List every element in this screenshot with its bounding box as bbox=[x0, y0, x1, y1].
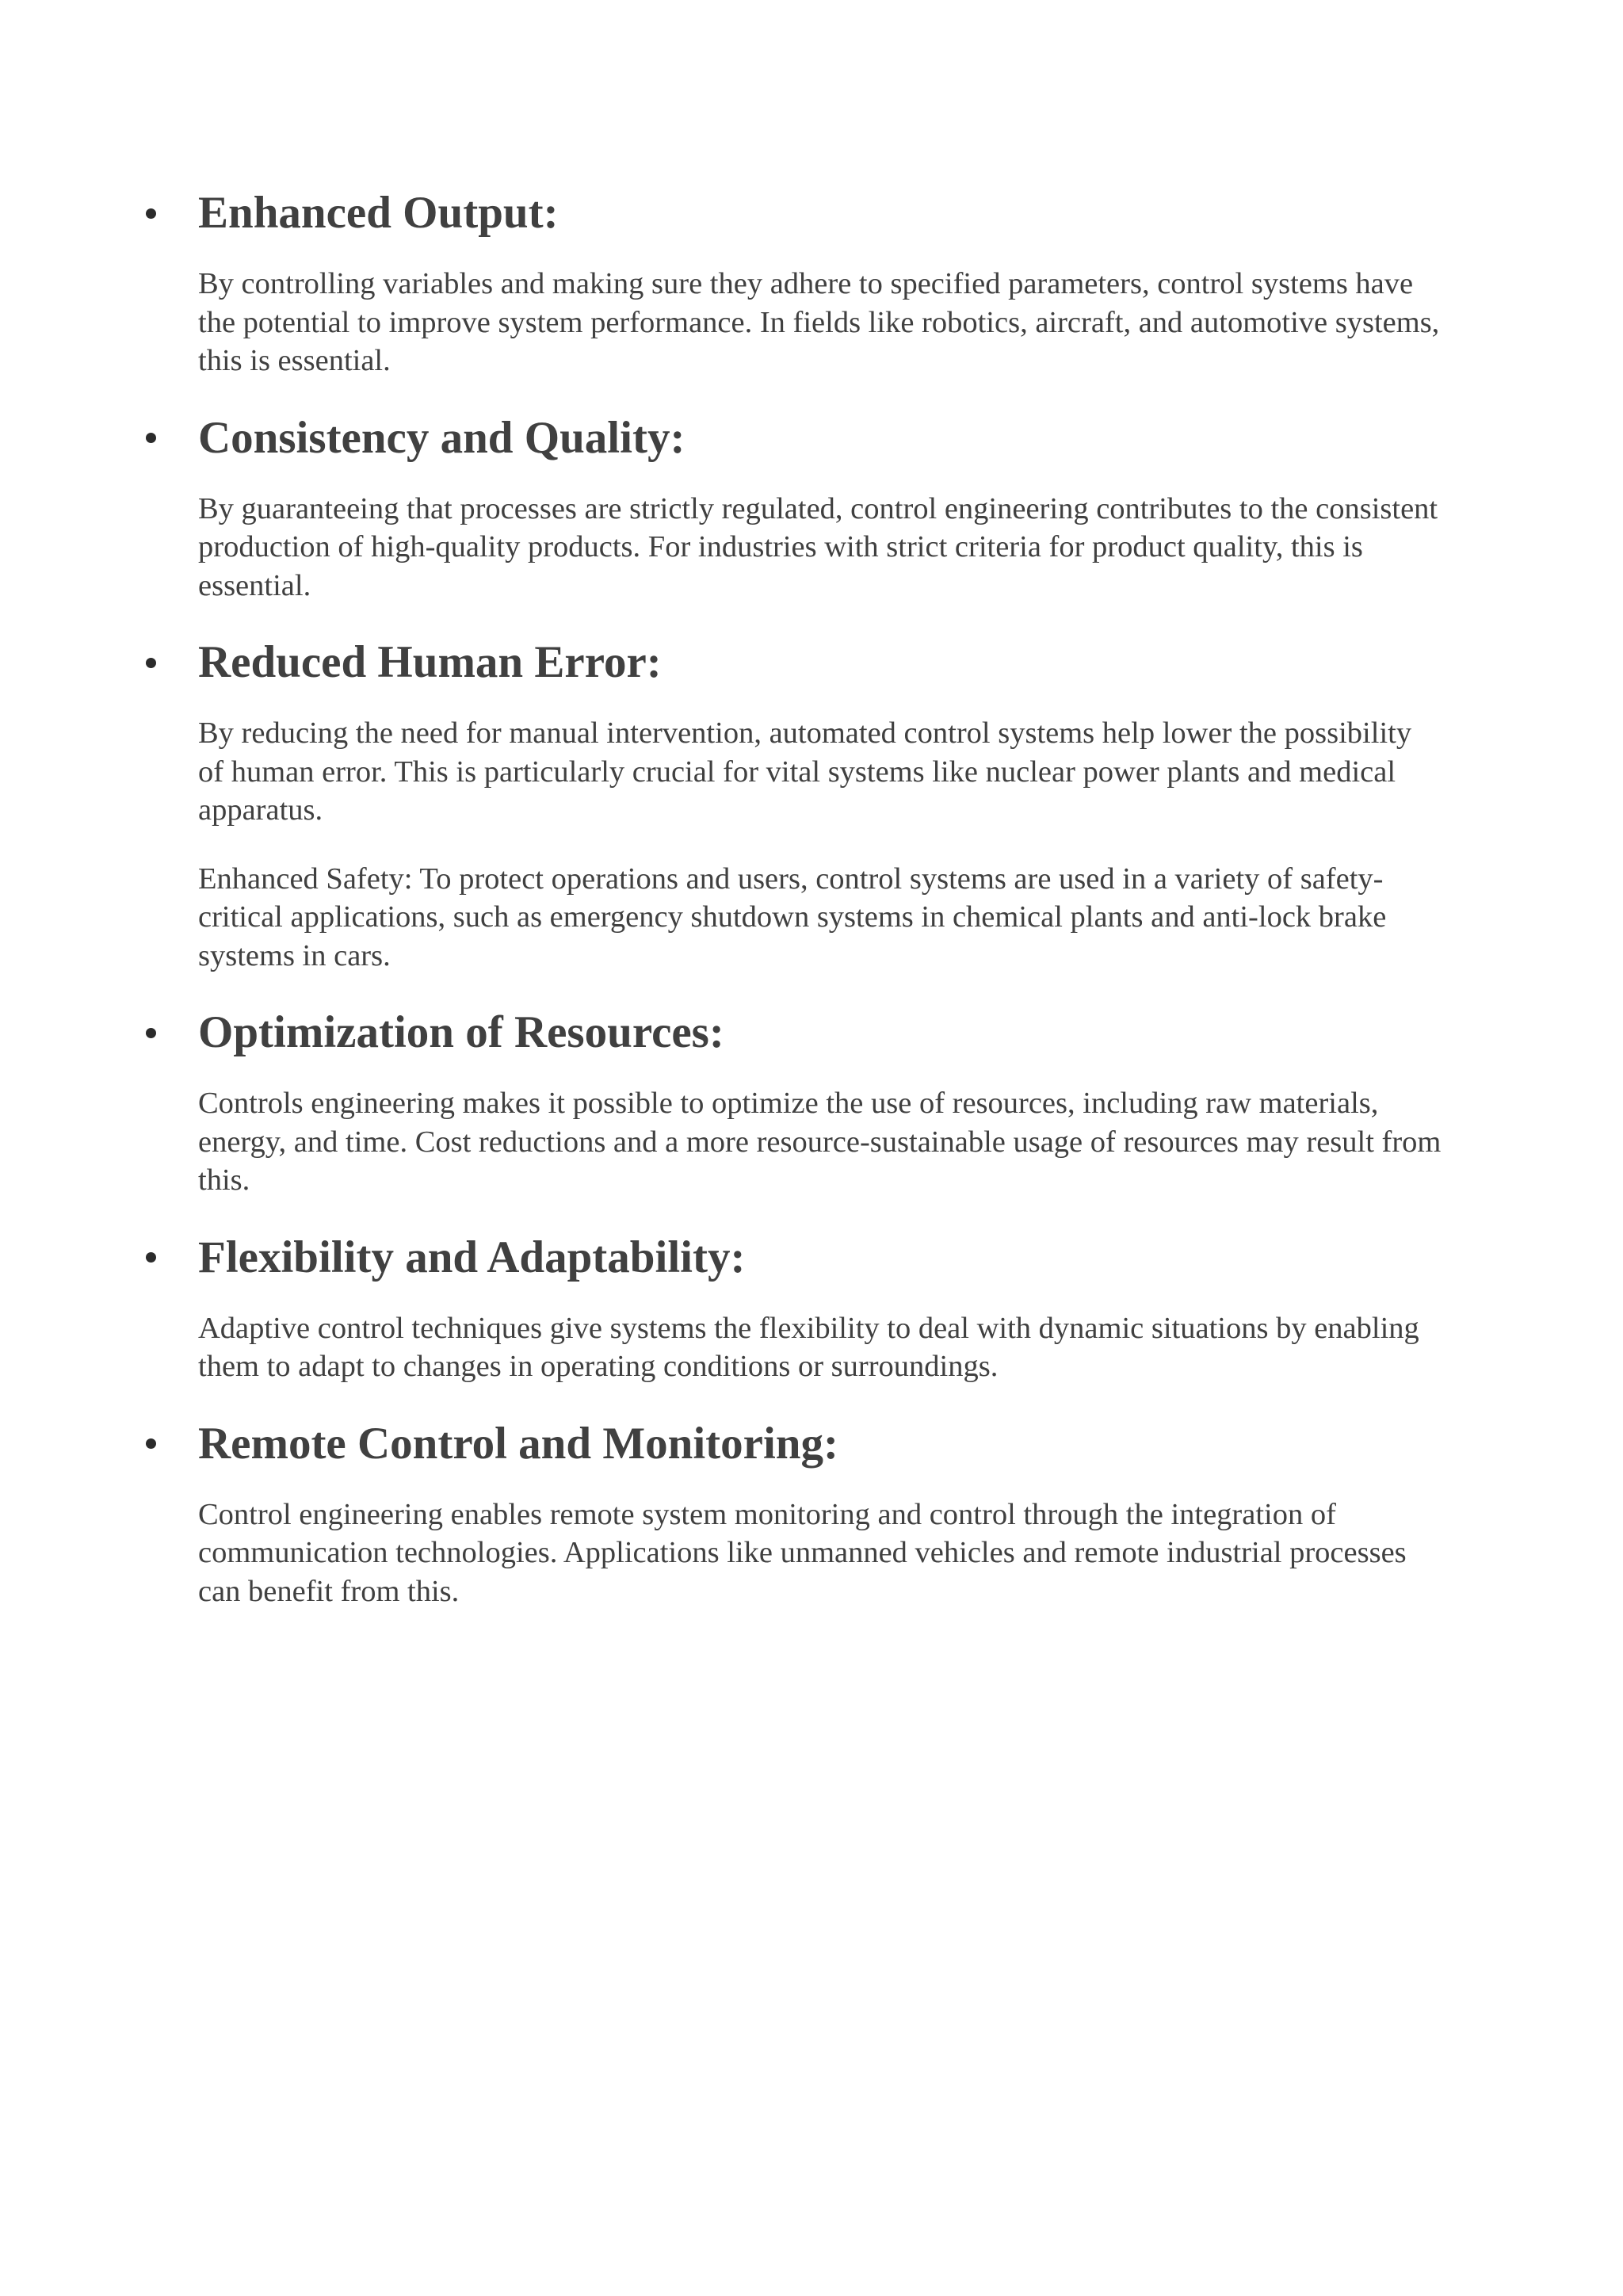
section-heading bbox=[198, 1007, 1442, 1059]
section-paragraph: By controlling variables and making sure they adhere to specified parameters, control systems have the potential to improve system performance. In fields like robotics, aircraft, and automotive systems, this is essential. bbox=[198, 267, 1440, 377]
section-optimization-of-resources bbox=[198, 1007, 1442, 1200]
section-heading-text: Flexibility and Adaptability: bbox=[198, 1232, 746, 1282]
section-heading-text: Optimization of Resources: bbox=[198, 1007, 724, 1057]
section-paragraph: Controls engineering makes it possible to optimize the use of resources, including raw materials, energy, and time. Cost reductions and a more resource-sustainable usage of resources may result from this. bbox=[198, 1087, 1442, 1197]
section-reduced-human-error bbox=[198, 636, 1442, 975]
section-paragraph: By reducing the need for manual intervention, automated control systems help lower the possibility of human error. This is particularly crucial for vital systems like nuclear power plants and medical apparatus. bbox=[198, 716, 1412, 827]
section-paragraph-enhanced-safety: Enhanced Safety: To protect operations and users, control systems are used in a variety of safety-critical applications, such as emergency shutdown systems in chemical plants and anti-lock brake systems in cars. bbox=[198, 861, 1387, 972]
bullet-icon bbox=[145, 187, 156, 239]
section-heading bbox=[198, 1232, 1442, 1284]
section-heading-text: Remote Control and Monitoring: bbox=[198, 1418, 838, 1469]
section-consistency-and-quality bbox=[198, 412, 1442, 606]
section-heading-text: Reduced Human Error: bbox=[198, 637, 662, 687]
section-heading-text: Enhanced Output: bbox=[198, 188, 559, 238]
bullet-icon bbox=[145, 1007, 156, 1059]
section-heading bbox=[198, 1418, 1442, 1470]
section-paragraph: Adaptive control techniques give systems the flexibility to deal with dynamic situations by enabling them to adapt to changes in operating conditions or surroundings. bbox=[198, 1311, 1419, 1383]
section-heading bbox=[198, 636, 1442, 689]
section-flexibility-and-adaptability bbox=[198, 1232, 1442, 1386]
bullet-icon bbox=[145, 636, 156, 689]
bullet-icon bbox=[145, 1418, 156, 1470]
section-heading bbox=[198, 412, 1442, 464]
section-heading bbox=[198, 187, 1442, 239]
section-heading-text: Consistency and Quality: bbox=[198, 412, 685, 463]
bullet-icon bbox=[145, 1232, 156, 1284]
document-content bbox=[198, 187, 1442, 1610]
section-remote-control-and-monitoring bbox=[198, 1418, 1442, 1611]
bullet-icon bbox=[145, 412, 156, 464]
section-enhanced-output bbox=[198, 187, 1442, 380]
section-paragraph: By guaranteeing that processes are strictly regulated, control engineering contributes to the consistent production of high-quality products. For industries with strict criteria for product quality, this is essential. bbox=[198, 491, 1438, 602]
section-paragraph: Control engineering enables remote system monitoring and control through the integration of communication technologies. Applications like unmanned vehicles and remote industrial processes can benefit from this. bbox=[198, 1497, 1407, 1608]
